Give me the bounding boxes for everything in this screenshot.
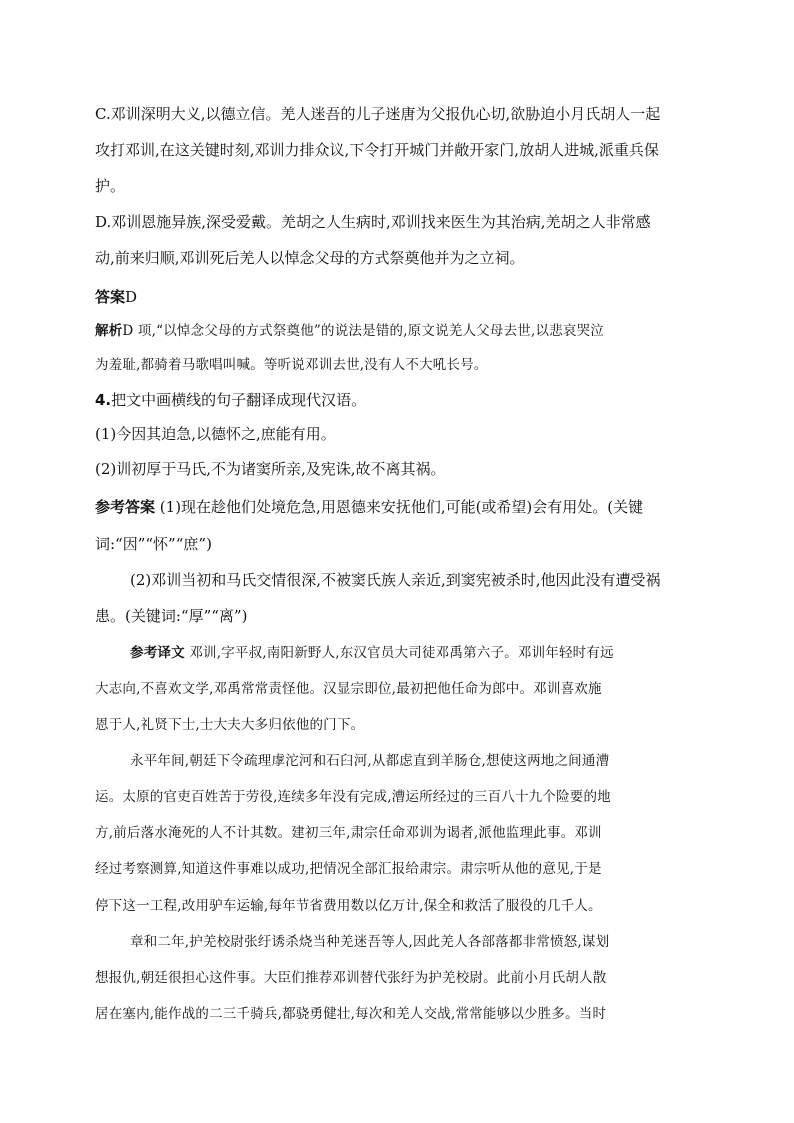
question-number: 4. — [95, 391, 112, 409]
translation-p3-line-3: 居在塞内,能作战的二三千骑兵,都骁勇健壮,每次和羌人交战,常常能够以少胜多。当时 — [95, 1006, 607, 1022]
option-c-line-2: 攻打邓训,在这关键时刻,邓训力排众议,下令打开城门并敞开家门,放胡人进城,派重兵保 — [95, 141, 659, 159]
translation-label: 参考译文 — [130, 645, 185, 661]
sentence-2: (2)训初厚于马氏,不为诸窦所亲,及宪诛,故不离其祸。 — [95, 460, 446, 478]
option-d-line-1: D.邓训恩施异族,深受爱戴。羌胡之人生病时,邓训找来医生为其治病,羌胡之人非常感 — [95, 213, 651, 231]
translation-p1-line-1 — [130, 643, 614, 663]
translation-p2-line-3: 方,前后落水淹死的人不计其数。建初三年,肃宗任命邓训为谒者,派他监理此事。邓训 — [95, 825, 602, 841]
translation-p1-line-2: 大志向,不喜欢文学,邓禹常常责怪他。汉显宗即位,最初把他任命为郎中。邓训喜欢施 — [95, 681, 602, 697]
ref-answer-line-3: (2)邓训当初和马氏交情很深,不被窦氏族人亲近,到窦宪被杀时,他因此没有遭受祸 — [130, 571, 661, 589]
analysis-text-1: D 项,“以悼念父母的方式祭奠他”的说法是错的,原文说羌人父母去世,以悲哀哭泣 — [122, 323, 604, 339]
ref-answer-label: 参考答案 — [95, 498, 156, 516]
answer-value: D — [125, 288, 138, 306]
answer-label: 答案 — [95, 288, 126, 306]
translation-p1-text-1: 邓训,字平叔,南阳新野人,东汉官员大司徒邓禹第六子。邓训年轻时有远 — [189, 645, 614, 661]
ref-answer-line-1 — [95, 497, 643, 517]
translation-p3-line-2: 想报仇,朝廷很担心这件事。大臣们推荐邓训替代张纡为护羌校尉。此前小月氏胡人散 — [95, 970, 607, 986]
analysis-line-2: 为羞耻,都骑着马歌唱叫喊。等听说邓训去世,没有人不大吼长号。 — [95, 357, 488, 373]
ref-answer-line-2: 词:“因”“怀”“庶”) — [95, 535, 212, 553]
translation-p2-line-4: 经过考察测算,知道这件事难以成功,把情况全部汇报给肃宗。肃宗听从他的意见,于是 — [95, 861, 602, 877]
option-d-line-2: 动,前来归顺,邓训死后羌人以悼念父母的方式祭奠他并为之立祠。 — [95, 249, 525, 267]
translation-p3-line-1: 章和二年,护羌校尉张纡诱杀烧当种羌迷吾等人,因此羌人各部落都非常愤怒,谋划 — [130, 934, 610, 950]
translation-p2-line-5: 停下这一工程,改用驴车运输,每年节省费用数以亿万计,保全和救活了服役的几千人。 — [95, 898, 602, 914]
option-c-line-1: C.邓训深明大义,以德立信。羌人迷吾的儿子迷唐为父报仇心切,欲胁迫小月氏胡人一起 — [95, 105, 661, 123]
analysis-label: 解析 — [95, 323, 123, 339]
analysis-line-1 — [95, 321, 604, 341]
translation-p2-line-2: 运。太原的官吏百姓苦于劳役,连续多年没有完成,漕运所经过的三百八十九个险要的地 — [95, 789, 611, 805]
ref-answer-line-4: 患。(关键词:“厚”“离”) — [95, 607, 248, 625]
ref-answer-1a: (1)现在趁他们处境危急,用恩德来安抚他们,可能(或希望)会有用处。(关键 — [159, 498, 644, 516]
question-4 — [95, 390, 366, 410]
question-text: 把文中画横线的句子翻译成现代汉语。 — [111, 391, 367, 409]
translation-p2-line-1: 永平年间,朝廷下令疏理虖沱河和石臼河,从都虑直到羊肠仓,想使这两地之间通漕 — [130, 753, 610, 769]
sentence-1: (1)今因其迫急,以德怀之,庶能有用。 — [95, 425, 336, 443]
option-c-line-3: 护。 — [95, 177, 126, 195]
answer-line — [95, 287, 137, 307]
translation-p1-line-3: 恩于人,礼贤下士,士大夫大多归依他的门下。 — [95, 717, 365, 733]
